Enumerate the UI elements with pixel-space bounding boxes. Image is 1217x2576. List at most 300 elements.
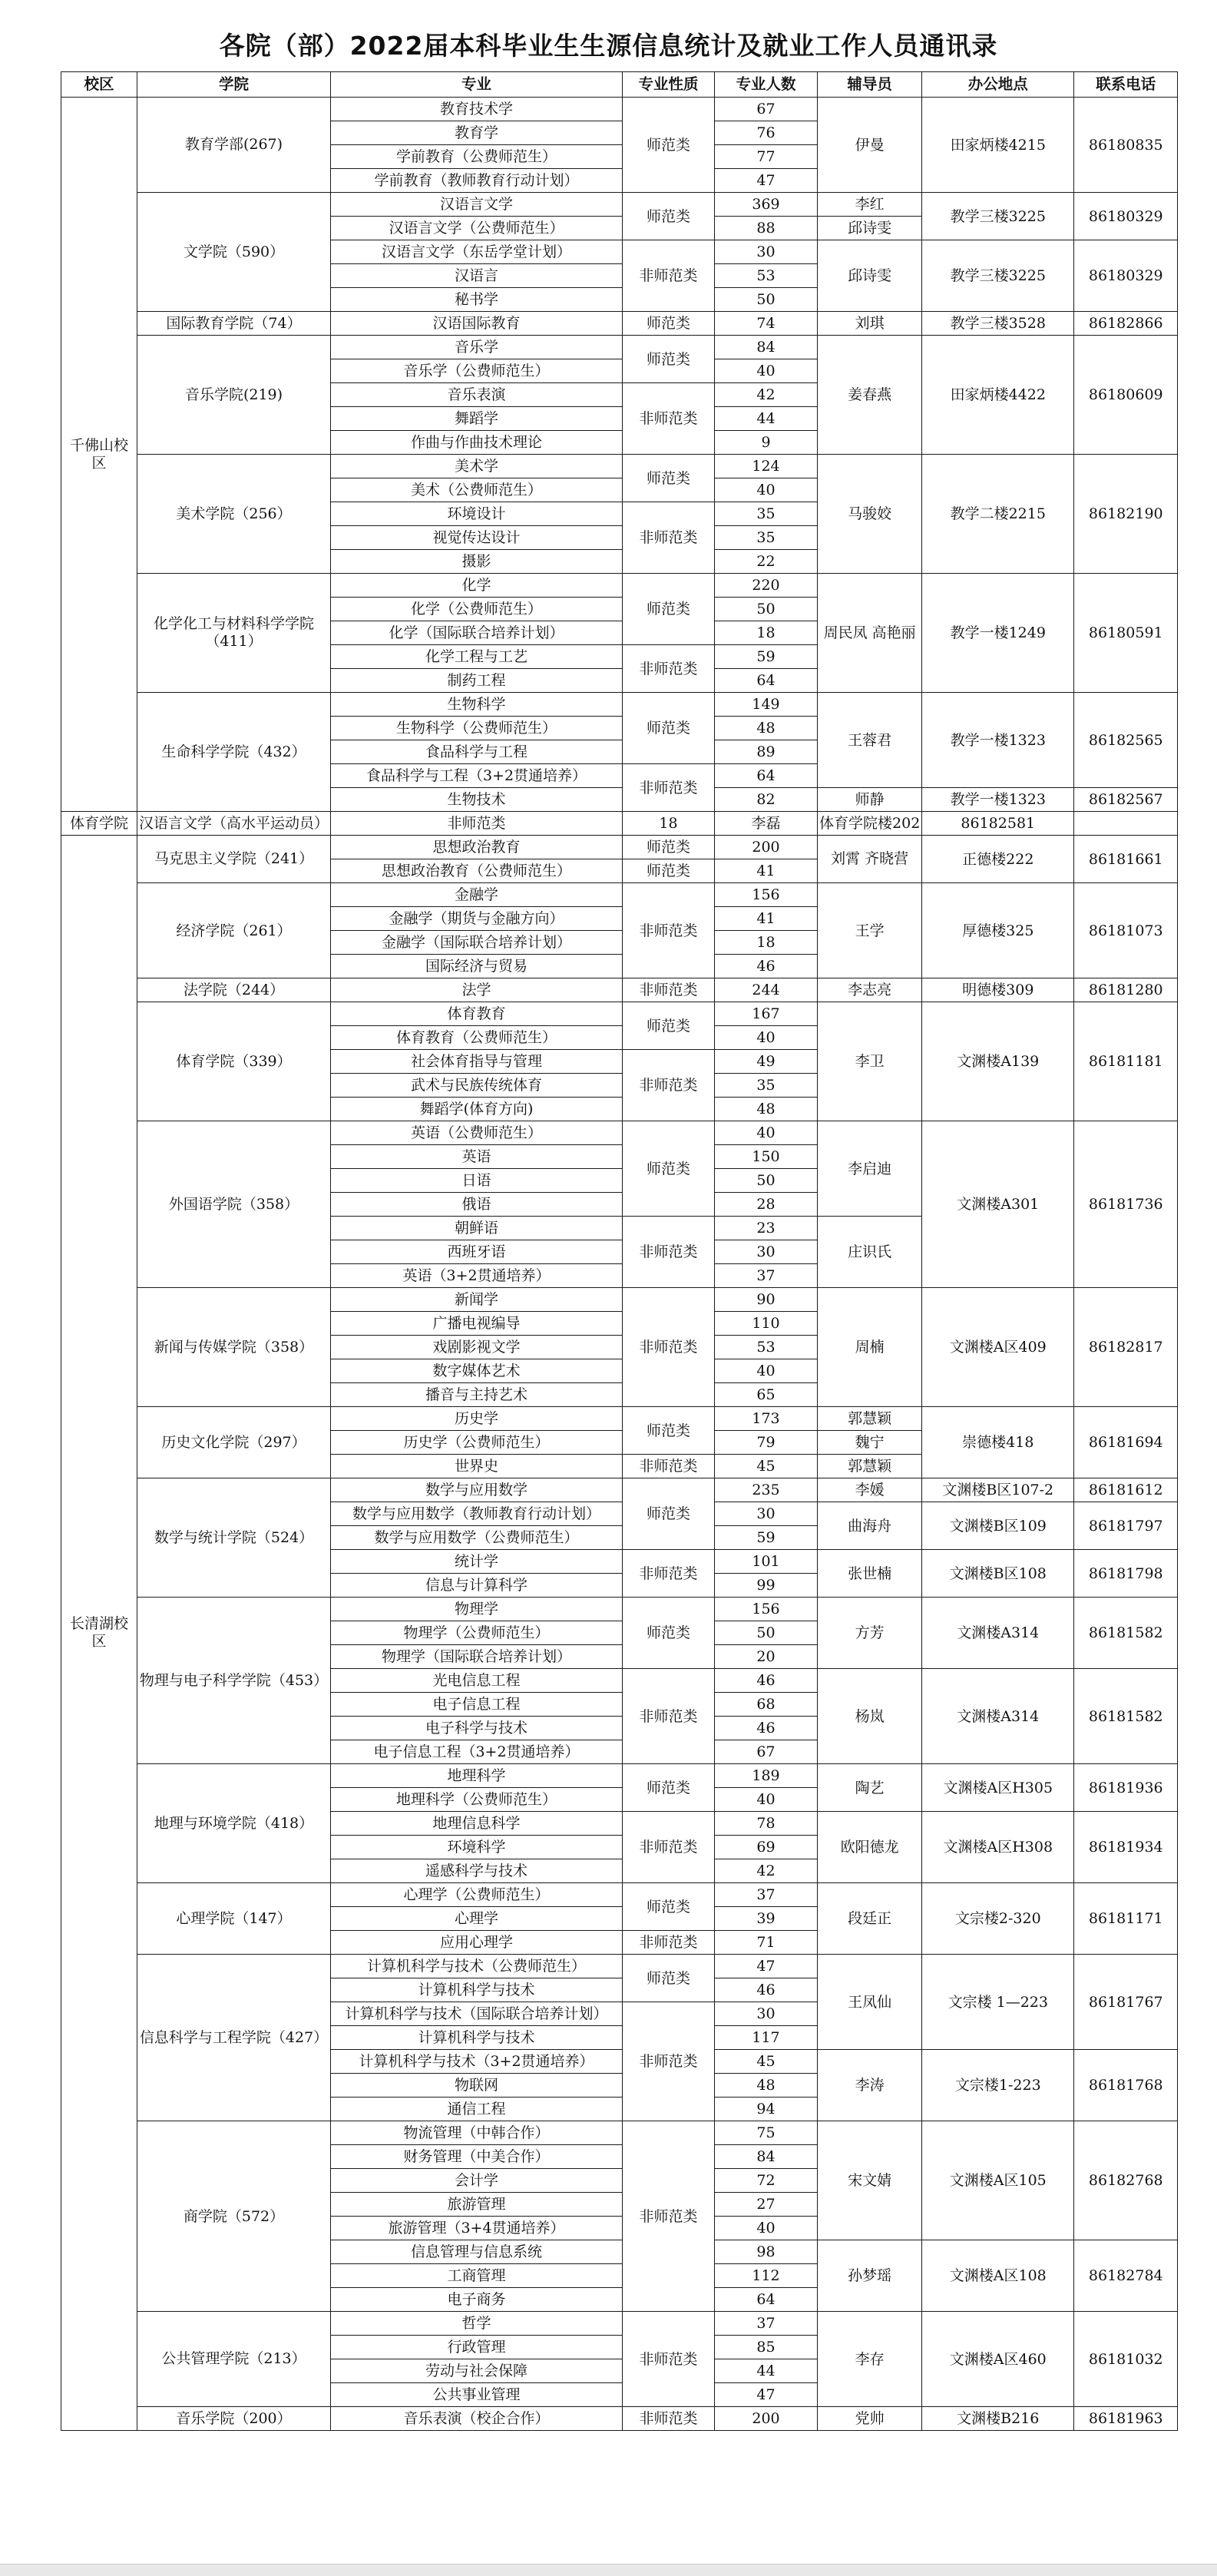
student-count-cell: 77 <box>715 145 818 169</box>
student-count-cell: 50 <box>715 288 818 312</box>
major-type-cell: 非师范类 <box>623 502 715 574</box>
phone-cell: 86182866 <box>1074 312 1178 336</box>
major-cell: 社会体育指导与管理 <box>331 1050 623 1074</box>
campus-cell: 体育学院 <box>61 812 137 836</box>
phone-cell: 86180329 <box>1074 240 1178 312</box>
counselor-cell: 张世楠 <box>818 1550 922 1598</box>
major-type-cell: 师范类 <box>623 574 715 645</box>
major-type-cell: 师范类 <box>623 1478 715 1550</box>
major-cell: 法学 <box>331 978 623 1002</box>
student-count-cell: 42 <box>715 383 818 407</box>
counselor-cell: 姜春燕 <box>818 336 922 455</box>
major-cell: 教育技术学 <box>331 98 623 121</box>
student-count-cell: 30 <box>715 2002 818 2026</box>
major-type-cell: 非师范类 <box>623 883 715 978</box>
student-count-cell: 47 <box>715 169 818 193</box>
major-cell: 数学与应用数学（教师教育行动计划） <box>331 1502 623 1526</box>
table-row <box>61 1407 1178 1431</box>
major-cell: 体育教育（公费师范生） <box>331 1026 623 1050</box>
major-cell: 电子信息工程 <box>331 1693 623 1717</box>
major-cell: 计算机科学与技术（公费师范生） <box>331 1955 623 1978</box>
major-cell: 化学（国际联合培养计划） <box>331 621 623 645</box>
major-cell: 俄语 <box>331 1193 623 1217</box>
table-row <box>61 1478 1178 1502</box>
student-count-cell: 22 <box>715 550 818 574</box>
student-count-cell: 37 <box>715 1264 818 1288</box>
counselor-cell: 师静 <box>818 788 922 812</box>
major-cell: 生物科学 <box>331 693 623 717</box>
college-cell: 马克思主义学院（241） <box>137 836 331 883</box>
major-cell: 数学与应用数学（公费师范生） <box>331 1526 623 1550</box>
table-row <box>61 812 1178 836</box>
major-cell: 会计学 <box>331 2169 623 2193</box>
phone-cell: 86180591 <box>1074 574 1178 693</box>
student-count-cell: 200 <box>715 836 818 859</box>
phone-cell: 86181032 <box>1074 2312 1178 2407</box>
student-count-cell: 42 <box>715 1859 818 1883</box>
major-cell: 英语（公费师范生） <box>331 1121 623 1145</box>
student-count-cell: 68 <box>715 1693 818 1717</box>
major-type-cell: 师范类 <box>623 1121 715 1217</box>
student-count-cell: 48 <box>715 717 818 740</box>
major-type-cell: 非师范类 <box>623 2002 715 2121</box>
counselor-cell: 王蓉君 <box>818 693 922 788</box>
student-count-cell: 45 <box>715 1455 818 1478</box>
major-type-cell: 师范类 <box>623 836 715 859</box>
major-type-cell: 师范类 <box>623 1764 715 1812</box>
student-count-cell: 98 <box>715 2240 818 2264</box>
header-phone: 联系电话 <box>1074 72 1178 98</box>
student-count-cell: 59 <box>715 1526 818 1550</box>
phone-cell: 86181073 <box>1074 883 1178 978</box>
student-count-cell: 28 <box>715 1193 818 1217</box>
major-cell: 制药工程 <box>331 669 623 693</box>
student-count-cell: 53 <box>715 264 818 288</box>
office-cell: 文渊楼B区108 <box>922 1550 1074 1598</box>
office-cell: 教学一楼1323 <box>922 693 1074 788</box>
phone-cell: 86182768 <box>1074 2121 1178 2240</box>
office-cell: 田家炳楼4422 <box>922 336 1074 455</box>
student-count-cell: 85 <box>715 2336 818 2359</box>
office-cell: 明德楼309 <box>922 978 1074 1002</box>
table-row <box>61 978 1178 1002</box>
table-row <box>61 336 1178 359</box>
table-row <box>61 1002 1178 1026</box>
student-count-cell: 44 <box>715 2359 818 2383</box>
student-count-cell: 64 <box>715 2288 818 2312</box>
student-count-cell: 235 <box>715 1478 818 1502</box>
major-cell: 心理学 <box>331 1907 623 1931</box>
major-cell: 化学（公费师范生） <box>331 598 623 621</box>
major-cell: 体育教育 <box>331 1002 623 1026</box>
counselor-cell: 郭慧颖 <box>818 1407 922 1431</box>
major-cell: 教育学 <box>331 121 623 145</box>
major-cell: 统计学 <box>331 1550 623 1574</box>
phone-cell: 86181936 <box>1074 1764 1178 1812</box>
student-count-cell: 71 <box>715 1931 818 1955</box>
counselor-cell: 欧阳德龙 <box>818 1812 922 1883</box>
office-cell: 教学二楼2215 <box>922 455 1074 574</box>
table-row <box>61 1288 1178 1312</box>
campus-cell: 千佛山校区 <box>61 98 137 812</box>
major-cell: 摄影 <box>331 550 623 574</box>
counselor-cell: 马骏姣 <box>818 455 922 574</box>
student-count-cell: 65 <box>715 1383 818 1407</box>
student-count-cell: 84 <box>715 336 818 359</box>
counselor-cell: 魏宁 <box>818 1431 922 1455</box>
phone-cell: 86182565 <box>1074 693 1178 788</box>
student-count-cell: 110 <box>715 1312 818 1336</box>
major-cell: 食品科学与工程 <box>331 740 623 764</box>
college-cell: 心理学院（147） <box>137 1883 331 1955</box>
major-cell: 物理学（公费师范生） <box>331 1621 623 1645</box>
major-type-cell: 师范类 <box>623 693 715 764</box>
major-cell: 信息与计算科学 <box>331 1574 623 1598</box>
major-cell: 美术（公费师范生） <box>331 478 623 502</box>
student-count-cell: 48 <box>715 2074 818 2098</box>
major-cell: 学前教育（教师教育行动计划） <box>331 169 623 193</box>
phone-cell: 86181171 <box>1074 1883 1178 1955</box>
student-count-cell: 64 <box>715 669 818 693</box>
major-cell: 环境科学 <box>331 1836 623 1859</box>
office-cell: 正德楼222 <box>922 836 1074 883</box>
major-cell: 通信工程 <box>331 2098 623 2121</box>
major-cell: 音乐表演（校企合作） <box>331 2407 623 2431</box>
counselor-cell: 党帅 <box>818 2407 922 2431</box>
major-cell: 英语（3+2贯通培养） <box>331 1264 623 1288</box>
college-cell: 地理与环境学院（418） <box>137 1764 331 1883</box>
counselor-cell: 方芳 <box>818 1598 922 1669</box>
student-count-cell: 47 <box>715 1955 818 1978</box>
student-count-cell: 46 <box>715 955 818 978</box>
major-cell: 计算机科学与技术 <box>331 2026 623 2050</box>
student-count-cell: 李磊 <box>715 812 818 836</box>
office-cell: 教学一楼1323 <box>922 788 1074 812</box>
table-row <box>61 312 1178 336</box>
student-count-cell: 220 <box>715 574 818 598</box>
phone-cell: 86180329 <box>1074 193 1178 240</box>
college-cell: 汉语言文学（高水平运动员） <box>137 812 331 836</box>
office-cell: 文宗楼 1—223 <box>922 1955 1074 2050</box>
major-cell: 电子科学与技术 <box>331 1717 623 1740</box>
major-cell: 数字媒体艺术 <box>331 1359 623 1383</box>
phone-cell: 86181694 <box>1074 1407 1178 1478</box>
student-count-cell: 27 <box>715 2193 818 2217</box>
student-count-cell: 37 <box>715 2312 818 2336</box>
office-cell: 教学三楼3225 <box>922 240 1074 312</box>
major-type-cell: 非师范类 <box>623 240 715 312</box>
office-cell: 厚德楼325 <box>922 883 1074 978</box>
table-row <box>61 2312 1178 2336</box>
major-cell: 历史学 <box>331 1407 623 1431</box>
counselor-cell: 邱诗雯 <box>818 240 922 312</box>
major-type-cell: 非师范类 <box>623 1455 715 1478</box>
table-row <box>61 1121 1178 1145</box>
college-cell: 化学化工与材料科学学院（411） <box>137 574 331 693</box>
major-cell: 武术与民族传统体育 <box>331 1074 623 1098</box>
phone-cell: 86180609 <box>1074 336 1178 455</box>
header-major-type: 专业性质 <box>623 72 715 98</box>
college-cell: 历史文化学院（297） <box>137 1407 331 1478</box>
student-count-cell: 101 <box>715 1550 818 1574</box>
counselor-cell: 曲海舟 <box>818 1502 922 1550</box>
office-cell: 文渊楼B区107-2 <box>922 1478 1074 1502</box>
major-cell: 地理科学 <box>331 1764 623 1788</box>
student-count-cell: 53 <box>715 1336 818 1359</box>
counselor-cell: 刘琪 <box>818 312 922 336</box>
major-type-cell: 非师范类 <box>623 2312 715 2407</box>
office-cell: 86182581 <box>922 812 1074 836</box>
major-cell: 秘书学 <box>331 288 623 312</box>
office-cell: 教学三楼3225 <box>922 193 1074 240</box>
major-cell: 广播电视编导 <box>331 1312 623 1336</box>
header-major: 专业 <box>331 72 623 98</box>
student-count-cell: 35 <box>715 526 818 550</box>
major-cell: 作曲与作曲技术理论 <box>331 431 623 455</box>
counselor-cell: 李存 <box>818 2312 922 2407</box>
major-cell: 新闻学 <box>331 1288 623 1312</box>
major-cell: 物联网 <box>331 2074 623 2098</box>
student-count-cell: 39 <box>715 1907 818 1931</box>
student-count-cell: 40 <box>715 359 818 383</box>
student-count-cell: 84 <box>715 2145 818 2169</box>
office-cell: 田家炳楼4215 <box>922 98 1074 193</box>
phone-cell: 86181582 <box>1074 1598 1178 1669</box>
counselor-cell: 李红 <box>818 193 922 217</box>
student-count-cell: 41 <box>715 859 818 883</box>
counselor-cell: 李媛 <box>818 1478 922 1502</box>
major-cell: 财务管理（中美合作） <box>331 2145 623 2169</box>
major-cell: 日语 <box>331 1169 623 1193</box>
major-cell: 工商管理 <box>331 2264 623 2288</box>
counselor-cell: 郭慧颖 <box>818 1455 922 1478</box>
student-count-cell: 64 <box>715 764 818 788</box>
office-cell: 文渊楼A区409 <box>922 1288 1074 1407</box>
counselor-cell: 王学 <box>818 883 922 978</box>
student-count-cell: 78 <box>715 1812 818 1836</box>
major-cell: 应用心理学 <box>331 1931 623 1955</box>
major-cell: 视觉传达设计 <box>331 526 623 550</box>
major-cell: 英语 <box>331 1145 623 1169</box>
student-count-cell: 79 <box>715 1431 818 1455</box>
student-count-cell: 50 <box>715 598 818 621</box>
header-row <box>61 72 1178 98</box>
major-type-cell: 非师范类 <box>623 978 715 1002</box>
student-count-cell: 40 <box>715 1121 818 1145</box>
student-count-cell: 69 <box>715 1836 818 1859</box>
student-count-cell: 18 <box>715 931 818 955</box>
table-row <box>61 574 1178 598</box>
phone-cell: 86181767 <box>1074 1955 1178 2050</box>
student-count-cell: 117 <box>715 2026 818 2050</box>
phone-cell: 86181280 <box>1074 978 1178 1002</box>
campus-cell: 长清湖校区 <box>61 836 137 2431</box>
phone-cell: 86182784 <box>1074 2240 1178 2312</box>
student-count-cell: 9 <box>715 431 818 455</box>
major-cell: 汉语言文学 <box>331 193 623 217</box>
student-count-cell: 124 <box>715 455 818 478</box>
counselor-cell: 段廷正 <box>818 1883 922 1955</box>
counselor-cell: 李涛 <box>818 2050 922 2121</box>
header-counselor: 辅导员 <box>818 72 922 98</box>
major-type-cell: 非师范类 <box>623 1217 715 1288</box>
student-count-cell: 23 <box>715 1217 818 1240</box>
student-count-cell: 40 <box>715 1026 818 1050</box>
table-row <box>61 1883 1178 1907</box>
office-cell: 文渊楼A区460 <box>922 2312 1074 2407</box>
major-type-cell: 非师范类 <box>623 645 715 693</box>
student-count-cell: 41 <box>715 907 818 931</box>
major-type-cell: 非师范类 <box>623 1550 715 1598</box>
major-type-cell: 师范类 <box>623 1598 715 1669</box>
student-count-cell: 49 <box>715 1050 818 1074</box>
counselor-cell: 杨岚 <box>818 1669 922 1764</box>
major-cell: 音乐学 <box>331 336 623 359</box>
phone-cell: 86181582 <box>1074 1669 1178 1764</box>
major-type-cell: 非师范类 <box>623 764 715 812</box>
student-count-cell: 99 <box>715 1574 818 1598</box>
table-row <box>61 193 1178 217</box>
phone-cell: 86182190 <box>1074 455 1178 574</box>
major-cell: 西班牙语 <box>331 1240 623 1264</box>
major-type-cell: 师范类 <box>623 455 715 502</box>
table-row <box>61 836 1178 859</box>
student-count-cell: 20 <box>715 1645 818 1669</box>
student-count-cell: 46 <box>715 1669 818 1693</box>
major-cell: 心理学（公费师范生） <box>331 1883 623 1907</box>
phone-cell: 86180835 <box>1074 98 1178 193</box>
student-count-cell: 30 <box>715 1240 818 1264</box>
major-cell: 地理科学（公费师范生） <box>331 1788 623 1812</box>
major-type-cell: 非师范类 <box>623 1288 715 1407</box>
student-count-cell: 74 <box>715 312 818 336</box>
major-cell: 公共事业管理 <box>331 2383 623 2407</box>
student-count-cell: 244 <box>715 978 818 1002</box>
student-count-cell: 167 <box>715 1002 818 1026</box>
office-cell: 教学三楼3528 <box>922 312 1074 336</box>
major-type-cell: 师范类 <box>623 1955 715 2002</box>
header-student-count: 专业人数 <box>715 72 818 98</box>
major-type-cell: 师范类 <box>623 193 715 240</box>
counselor-cell: 庄识氏 <box>818 1217 922 1288</box>
table-body <box>61 98 1178 2431</box>
student-count-cell: 44 <box>715 407 818 431</box>
college-cell: 新闻与传媒学院（358） <box>137 1288 331 1407</box>
major-cell: 生物技术 <box>331 788 623 812</box>
major-cell: 戏剧影视文学 <box>331 1336 623 1359</box>
college-cell: 音乐学院（200） <box>137 2407 331 2431</box>
office-cell: 文宗楼1-223 <box>922 2050 1074 2121</box>
counselor-cell: 陶艺 <box>818 1764 922 1812</box>
student-count-cell: 76 <box>715 121 818 145</box>
major-cell: 信息管理与信息系统 <box>331 2240 623 2264</box>
header-campus: 校区 <box>61 72 137 98</box>
major-type-cell: 师范类 <box>623 859 715 883</box>
table-row <box>61 98 1178 121</box>
major-cell: 计算机科学与技术（国际联合培养计划） <box>331 2002 623 2026</box>
major-cell: 金融学（期货与金融方向） <box>331 907 623 931</box>
major-cell: 音乐表演 <box>331 383 623 407</box>
counselor-cell: 刘霄 齐晓营 <box>818 836 922 883</box>
phone-cell: 86181798 <box>1074 1550 1178 1598</box>
major-type-cell: 非师范类 <box>623 2121 715 2312</box>
major-cell: 汉语言 <box>331 264 623 288</box>
major-cell: 计算机科学与技术 <box>331 1978 623 2002</box>
counselor-cell: 李志亮 <box>818 978 922 1002</box>
counselor-cell: 李启迪 <box>818 1121 922 1217</box>
major-cell: 汉语言文学（公费师范生） <box>331 217 623 240</box>
major-cell: 光电信息工程 <box>331 1669 623 1693</box>
major-cell: 行政管理 <box>331 2336 623 2359</box>
student-count-cell: 72 <box>715 2169 818 2193</box>
student-count-cell: 48 <box>715 1098 818 1121</box>
office-cell: 文宗楼2-320 <box>922 1883 1074 1955</box>
office-cell: 文渊楼A区108 <box>922 2240 1074 2312</box>
table-row <box>61 2407 1178 2431</box>
student-count-cell: 189 <box>715 1764 818 1788</box>
college-cell: 美术学院（256） <box>137 455 331 574</box>
major-cell: 劳动与社会保障 <box>331 2359 623 2383</box>
student-count-cell: 45 <box>715 2050 818 2074</box>
major-cell: 化学工程与工艺 <box>331 645 623 669</box>
student-count-cell: 149 <box>715 693 818 717</box>
table-row <box>61 455 1178 478</box>
major-cell: 物理学 <box>331 1598 623 1621</box>
student-count-cell: 156 <box>715 1598 818 1621</box>
major-type-cell: 师范类 <box>623 98 715 193</box>
college-cell: 信息科学与工程学院（427） <box>137 1955 331 2121</box>
student-count-cell: 30 <box>715 240 818 264</box>
phone-cell: 86182567 <box>1074 788 1178 812</box>
office-cell: 文渊楼A区105 <box>922 2121 1074 2240</box>
major-type-cell: 非师范类 <box>623 2407 715 2431</box>
major-cell: 舞蹈学(体育方向) <box>331 1098 623 1121</box>
major-type-cell: 18 <box>623 812 715 836</box>
major-cell: 舞蹈学 <box>331 407 623 431</box>
student-count-cell: 89 <box>715 740 818 764</box>
college-cell: 经济学院（261） <box>137 883 331 978</box>
student-count-cell: 82 <box>715 788 818 812</box>
student-count-cell: 67 <box>715 98 818 121</box>
major-cell: 汉语国际教育 <box>331 312 623 336</box>
student-count-cell: 200 <box>715 2407 818 2431</box>
table-row <box>61 1955 1178 1978</box>
phone-cell: 86181963 <box>1074 2407 1178 2431</box>
major-cell: 国际经济与贸易 <box>331 955 623 978</box>
major-type-cell: 师范类 <box>623 1883 715 1931</box>
major-cell: 旅游管理 <box>331 2193 623 2217</box>
phone-cell: 86181612 <box>1074 1478 1178 1502</box>
office-cell: 文渊楼B区109 <box>922 1502 1074 1550</box>
major-cell: 朝鲜语 <box>331 1217 623 1240</box>
student-count-cell: 112 <box>715 2264 818 2288</box>
office-cell: 文渊楼A区H308 <box>922 1812 1074 1883</box>
college-cell: 商学院（572） <box>137 2121 331 2312</box>
major-cell: 美术学 <box>331 455 623 478</box>
phone-cell <box>1074 812 1178 836</box>
major-cell: 物理学（国际联合培养计划） <box>331 1645 623 1669</box>
table-row <box>61 1598 1178 1621</box>
office-cell: 文渊楼A区H305 <box>922 1764 1074 1812</box>
major-type-cell: 非师范类 <box>623 383 715 455</box>
office-cell: 文渊楼A314 <box>922 1598 1074 1669</box>
counselor-cell: 王凤仙 <box>818 1955 922 2050</box>
major-cell: 环境设计 <box>331 502 623 526</box>
student-count-cell: 50 <box>715 1169 818 1193</box>
header-office: 办公地点 <box>922 72 1074 98</box>
major-cell: 历史学（公费师范生） <box>331 1431 623 1455</box>
student-count-cell: 18 <box>715 621 818 645</box>
